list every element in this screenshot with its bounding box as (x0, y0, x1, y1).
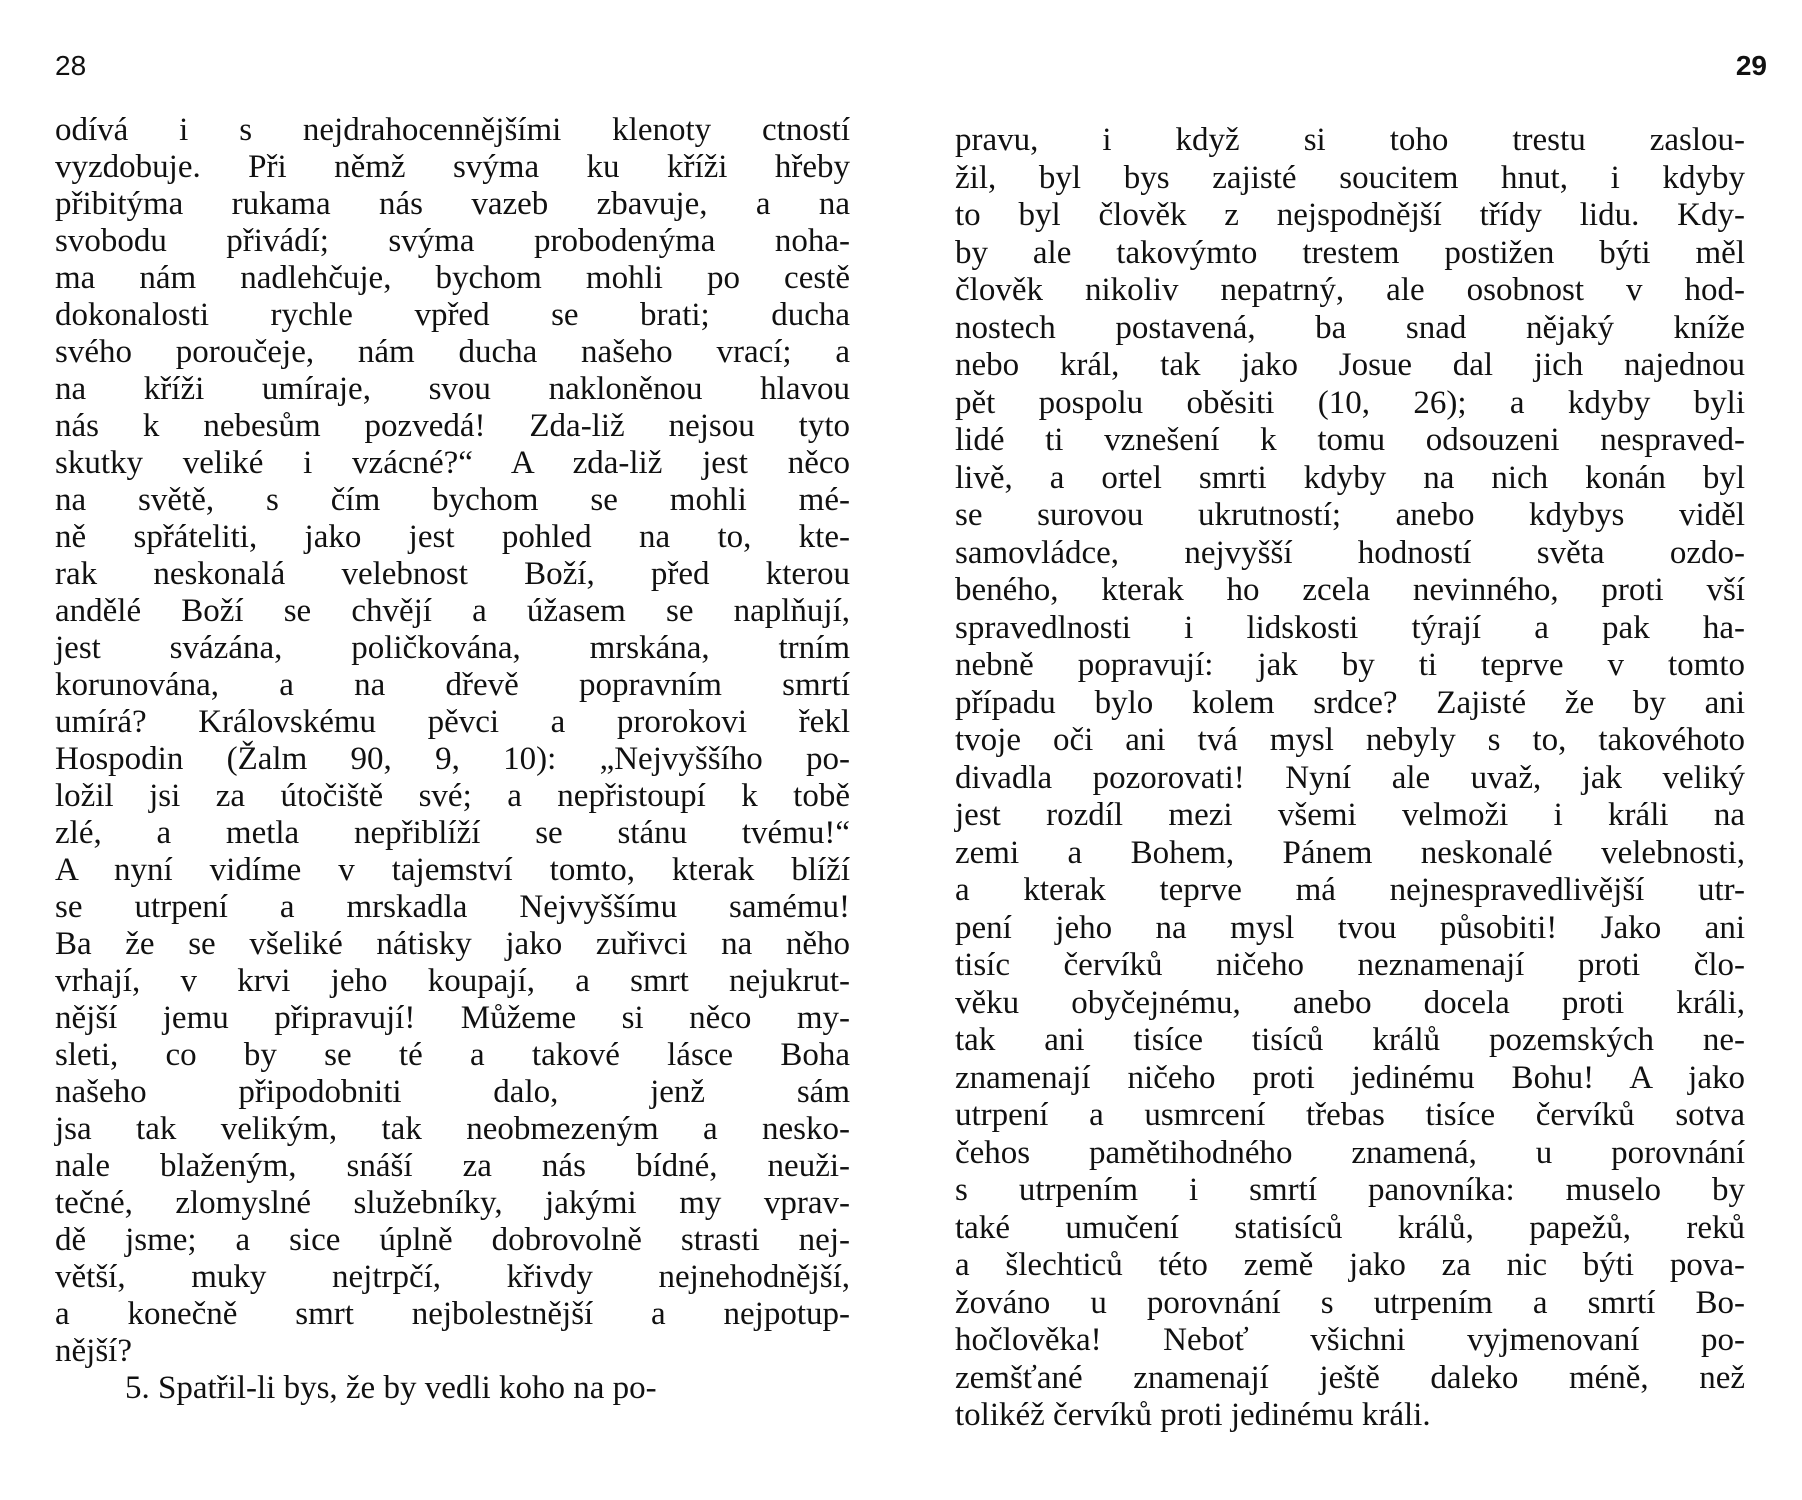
page-number: 29 (1735, 50, 1767, 81)
text-line: znamenají ničeho proti jedinému Bohu! A jako (955, 1059, 1745, 1096)
text-line: zemi a Bohem, Pánem neskonalé velebnosti, (955, 834, 1745, 871)
text-line: rak neskonalá velebnost Boží, před kterou (55, 556, 850, 592)
text-line: zlé, a metla nepřiblíží se stánu tvému!“ (55, 815, 850, 851)
text-line: spravedlnosti i lidskosti týrají a pak ha- (955, 609, 1745, 646)
text-line: to byl člověk z nejspodnější třídy lidu. Kdy- (955, 197, 1745, 233)
text-line: nale blaženým, snáší za nás bídné, neuži- (55, 1148, 850, 1184)
text-line: vrhají, v krvi jeho koupají, a smrt nejukrut- (55, 963, 850, 999)
text-line: tvoje oči ani tvá mysl nebyly s to, takovéhoto (955, 722, 1745, 758)
text-line: a šlechticů této země jako za nic býti pova- (955, 1247, 1745, 1283)
text-line: by ale takovýmto trestem postižen býti měl (955, 234, 1745, 271)
text-line: našeho připodobniti dalo, jenž sám (55, 1074, 850, 1110)
text-line: se surovou ukrutností; anebo kdybys viděl (955, 497, 1745, 533)
text-line: beného, kterak ho zcela nevinného, proti vší (955, 572, 1745, 608)
text-line: nější jemu připravují! Můžeme si něco my- (55, 1000, 850, 1036)
page-body-text (55, 112, 850, 1407)
text-line: livě, a ortel smrti kdyby na nich konán byl (955, 459, 1745, 496)
text-line: dokonalosti rychle vpřed se brati; ducha (55, 297, 850, 333)
text-line: a kterak teprve má nejnespravedlivější utr- (955, 872, 1745, 908)
text-line: A nyní vidíme v tajemství tomto, kterak blíží (55, 852, 850, 888)
text-line: pět pospolu oběsiti (10, 26); a kdyby byli (955, 384, 1745, 421)
text-line: a konečně smrt nejbolestnější a nejpotup- (55, 1296, 850, 1332)
text-line: s utrpením i smrtí panovníka: muselo by (955, 1172, 1745, 1208)
text-line: případu bylo kolem srdce? Zajisté že by ani (955, 684, 1745, 721)
text-line: svobodu přivádí; svýma probodenýma noha- (55, 223, 850, 259)
text-line: ně spřáteliti, jako jest pohled na to, kte- (55, 519, 850, 555)
text-line: nebně popravují: jak by ti teprve v tomto (955, 647, 1745, 683)
text-line: na kříži umíraje, svou nakloněnou hlavou (55, 371, 850, 407)
text-line: Hospodin (Žalm 90, 9, 10): „Nejvyššího po- (55, 741, 850, 777)
text-line: jest svázána, poličkována, mrskána, trním (55, 630, 850, 666)
text-line: umírá? Královskému pěvci a prorokovi řekl (55, 704, 850, 740)
text-line: nostech postavená, ba snad nějaký kníže (955, 309, 1745, 346)
text-line: sleti, co by se té a takové lásce Boha (55, 1037, 850, 1073)
page-body-text (955, 122, 1745, 1435)
text-line: 5. Spatřil-li bys, že by vedli koho na po- (125, 1370, 657, 1406)
text-line: andělé Boží se chvějí a úžasem se naplňují, (55, 593, 850, 629)
text-line: ložil jsi za útočiště své; a nepřistoupí k tobě (55, 778, 850, 814)
page-number: 28 (55, 50, 87, 81)
text-line: jest rozdíl mezi všemi velmoži i králi na (955, 797, 1745, 833)
text-line: na světě, s čím bychom se mohli mé- (55, 482, 850, 518)
text-line: hočlověka! Neboť všichni vyjmenovaní po- (955, 1322, 1745, 1358)
text-line: jsa tak velikým, tak neobmezeným a nesko- (55, 1111, 850, 1147)
text-line: lidé ti vznešení k tomu odsouzeni nespraved- (955, 422, 1745, 458)
text-line: tolikéž červíků proti jedinému králi. (955, 1397, 1431, 1433)
text-line: korunována, a na dřevě popravním smrtí (55, 667, 850, 703)
text-line: tak ani tisíce tisíců králů pozemských ne- (955, 1022, 1745, 1058)
text-line: čehos pamětihodného znamená, u porovnání (955, 1134, 1745, 1171)
left-page (0, 0, 900, 1500)
text-line: utrpení a usmrcení třebas tisíce červíků sotva (955, 1097, 1745, 1133)
text-line: přibitýma rukama nás vazeb zbavuje, a na (55, 186, 850, 222)
text-line: nás k nebesům pozvedá! Zda-liž nejsou tyto (55, 408, 850, 444)
text-line: svého poroučeje, nám ducha našeho vrací; a (55, 334, 850, 370)
text-line: tečné, zlomyslné služebníky, jakými my vprav- (55, 1185, 850, 1221)
text-line: větší, muky nejtrpčí, křivdy nejnehodnější, (55, 1259, 850, 1295)
text-line: ma nám nadlehčuje, bychom mohli po cestě (55, 260, 850, 296)
text-line: skutky veliké i vzácné?“ A zda-liž jest něco (55, 445, 850, 481)
text-line: žováno u porovnání s utrpením a smrtí Bo- (955, 1284, 1745, 1321)
text-line: člověk nikoliv nepatrný, ale osobnost v hod- (955, 272, 1745, 308)
text-line: Ba že se všeliké nátisky jako zuřivci na něho (55, 926, 850, 962)
text-line: pravu, i když si toho trestu zaslou- (955, 122, 1745, 158)
text-line: divadla pozorovati! Nyní ale uvaž, jak veliký (955, 759, 1745, 796)
right-page (900, 0, 1802, 1500)
text-line: dě jsme; a sice úplně dobrovolně strasti nej- (55, 1222, 850, 1258)
text-line: se utrpení a mrskadla Nejvyššímu samému! (55, 889, 850, 925)
text-line: samovládce, nejvyšší hodností světa ozdo- (955, 534, 1745, 571)
text-line: vyzdobuje. Při němž svýma ku kříži hřeby (55, 149, 850, 185)
text-line: tisíc červíků ničeho neznamenají proti člo- (955, 947, 1745, 983)
text-line: žil, byl bys zajisté soucitem hnut, i kdyby (955, 159, 1745, 196)
text-line: také umučení statisíců králů, papežů, reků (955, 1209, 1745, 1246)
text-line: odívá i s nejdrahocennějšími klenoty ctností (55, 112, 850, 148)
text-line: věku obyčejnému, anebo docela proti králi, (955, 984, 1745, 1021)
text-line: nebo král, tak jako Josue dal jich najednou (955, 347, 1745, 383)
text-line: nější? (55, 1333, 132, 1369)
text-line: pení jeho na mysl tvou působiti! Jako ani (955, 909, 1745, 946)
text-line: zemšťané znamenají ještě daleko méně, než (955, 1359, 1745, 1396)
